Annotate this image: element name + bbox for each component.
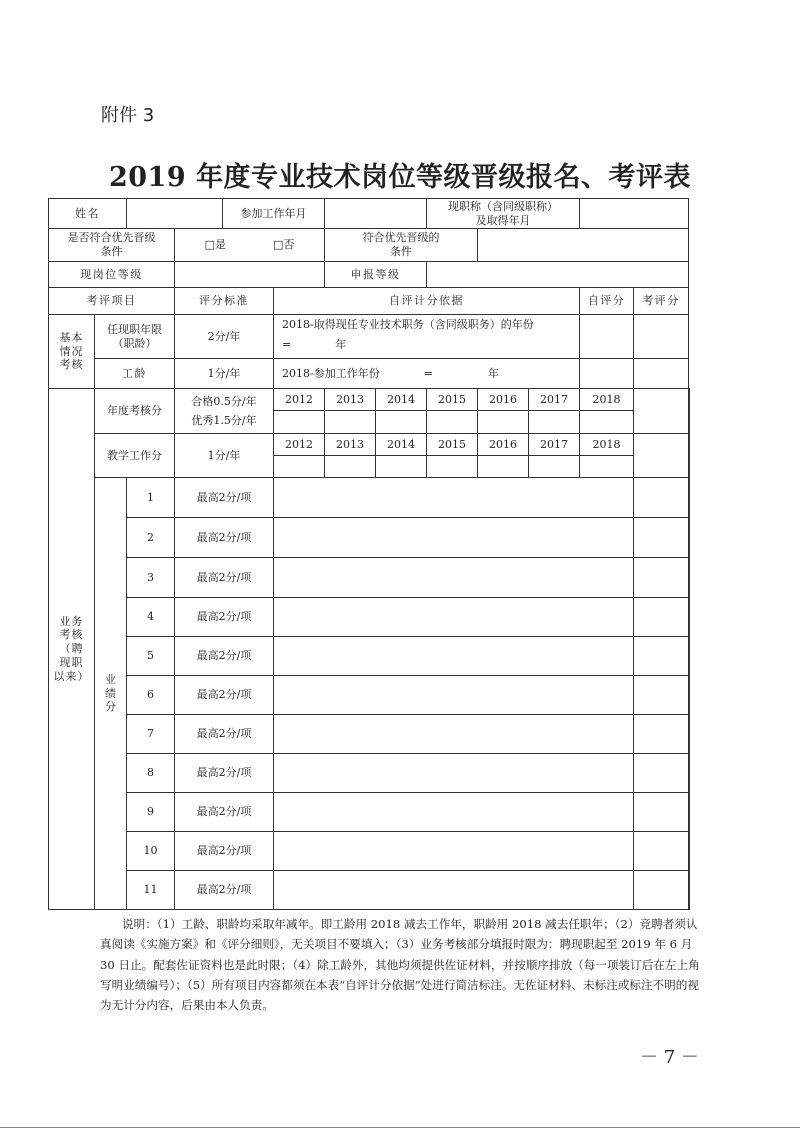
- teaching-cell[interactable]: [427, 456, 478, 478]
- teaching-cell[interactable]: [529, 456, 580, 478]
- perf-item-basis[interactable]: [274, 676, 634, 715]
- teaching-self-score[interactable]: [634, 434, 689, 478]
- no-checkbox[interactable]: □否: [273, 238, 295, 252]
- tenure-label: 任现职年限 （职龄）: [95, 315, 175, 359]
- perf-item-basis[interactable]: [274, 871, 634, 910]
- work-start-label: 参加工作年月: [223, 199, 325, 229]
- perf-item-standard: 最高2分/项: [175, 478, 274, 518]
- perf-item-self-score[interactable]: [634, 676, 689, 715]
- teaching-year: 2012: [274, 434, 325, 456]
- perf-item-self-score[interactable]: [634, 598, 689, 637]
- current-title-label: 现职称（含同级职称） 及取得年月: [427, 199, 580, 229]
- perf-item-standard: 最高2分/项: [175, 871, 274, 910]
- tenure-basis-line2: = 年: [282, 337, 347, 351]
- annual-grade-cell[interactable]: [478, 411, 529, 434]
- perf-item-standard: 最高2分/项: [175, 715, 274, 754]
- perf-item-review-score[interactable]: [689, 598, 690, 637]
- perf-item-review-score[interactable]: [689, 518, 690, 558]
- perf-item-review-score[interactable]: [689, 715, 690, 754]
- seniority-basis[interactable]: 2018-参加工作年份 = 年: [274, 359, 580, 389]
- basic-group-label: 基本 情况 考核: [49, 315, 95, 389]
- annual-year: 2017: [529, 389, 580, 411]
- tenure-self-score[interactable]: [580, 315, 634, 359]
- perf-item-no: 6: [127, 676, 175, 715]
- perf-item-self-score[interactable]: [634, 871, 689, 910]
- teaching-year: 2017: [529, 434, 580, 456]
- teaching-year: 2013: [325, 434, 376, 456]
- perf-item-standard: 最高2分/项: [175, 558, 274, 598]
- current-grade-field[interactable]: [175, 262, 325, 288]
- perf-item-review-score[interactable]: [689, 793, 690, 832]
- teaching-year: 2016: [478, 434, 529, 456]
- perf-item-review-score[interactable]: [689, 637, 690, 676]
- tenure-standard: 2分/年: [175, 315, 274, 359]
- apply-grade-field[interactable]: [427, 262, 689, 288]
- perf-item-self-score[interactable]: [634, 518, 689, 558]
- teaching-cell[interactable]: [478, 456, 529, 478]
- perf-item-self-score[interactable]: [634, 637, 689, 676]
- page-number: － 7 －: [640, 1047, 699, 1068]
- col-self-score: 自评分: [580, 288, 634, 315]
- perf-item-no: 7: [127, 715, 175, 754]
- bottom-divider: [0, 1127, 800, 1128]
- perf-item-basis[interactable]: [274, 598, 634, 637]
- tenure-basis-line1: 2018-取得现任专业技术职务（含同级职务）的年份: [282, 318, 534, 331]
- perf-item-no: 8: [127, 754, 175, 793]
- name-label: 姓名: [49, 199, 127, 229]
- teaching-year: 2014: [376, 434, 427, 456]
- priority-condition-label: 符合优先晋级的 条件: [325, 229, 478, 262]
- teaching-cell[interactable]: [325, 456, 376, 478]
- col-basis: 自评计分依据: [274, 288, 580, 315]
- annual-grade-cell[interactable]: [427, 411, 478, 434]
- perf-item-basis[interactable]: [274, 637, 634, 676]
- yes-checkbox[interactable]: □是: [204, 238, 226, 252]
- perf-item-standard: 最高2分/项: [175, 637, 274, 676]
- annual-standard: [175, 389, 274, 434]
- tenure-review-score[interactable]: [634, 315, 689, 359]
- perf-item-basis[interactable]: [274, 518, 634, 558]
- annual-grade-cell[interactable]: [376, 411, 427, 434]
- perf-item-basis[interactable]: [274, 793, 634, 832]
- attachment-label: 附件 3: [101, 105, 155, 126]
- teaching-year: 2018: [580, 434, 634, 456]
- perf-item-standard: 最高2分/项: [175, 598, 274, 637]
- perf-item-no: 11: [127, 871, 175, 910]
- teaching-cell[interactable]: [274, 456, 325, 478]
- teaching-cell[interactable]: [376, 456, 427, 478]
- perf-item-standard: 最高2分/项: [175, 793, 274, 832]
- seniority-review-score[interactable]: [634, 359, 689, 389]
- perf-item-review-score[interactable]: [689, 832, 690, 871]
- evaluation-form-table: [48, 198, 690, 910]
- annual-year: 2015: [427, 389, 478, 411]
- seniority-label: 工龄: [95, 359, 175, 389]
- perf-item-standard: 最高2分/项: [175, 518, 274, 558]
- perf-item-review-score[interactable]: [689, 478, 690, 518]
- perf-item-self-score[interactable]: [634, 715, 689, 754]
- annual-year: 2016: [478, 389, 529, 411]
- perf-item-self-score[interactable]: [634, 754, 689, 793]
- annual-standard-excellent: 优秀1.5分/年: [191, 413, 257, 427]
- perf-item-basis[interactable]: [274, 715, 634, 754]
- apply-grade-label: 申报等级: [325, 262, 427, 288]
- annual-grade-cell[interactable]: [580, 411, 634, 434]
- perf-item-review-score[interactable]: [689, 754, 690, 793]
- perf-item-self-score[interactable]: [634, 793, 689, 832]
- perf-group-label: 业 绩 分: [95, 478, 127, 910]
- perf-item-standard: 最高2分/项: [175, 676, 274, 715]
- form-title: 2019 年度专业技术岗位等级晋级报名、考评表: [108, 162, 692, 193]
- annual-standard-pass: 合格0.5分/年: [191, 394, 257, 408]
- annual-grade-cell[interactable]: [325, 411, 376, 434]
- perf-item-no: 3: [127, 558, 175, 598]
- perf-item-self-score[interactable]: [634, 478, 689, 518]
- annual-year: 2018: [580, 389, 634, 411]
- teaching-year: 2015: [427, 434, 478, 456]
- perf-item-standard: 最高2分/项: [175, 754, 274, 793]
- instructions-note: 说明：（1）工龄、职龄均采取年减年。即工龄用 2018 减去工作年，职龄用 2018 减去任职年；（2）竞聘者须认真阅读《实施方案》和《评分细则》，无关项目不要填入；（3）业务考核部分填报时限为：聘现职起至 2019 年 6 月 30 日止。配套佐证资料也是此时限；（4）除工龄外，其他均须提供佐证材料，并按顺序排放（每一项装订后在左上角写明业绩编号）；（5）所有项目内容都须在本表“自评计分依据”处进行简洁标注。无佐证材料、未标注或标注不明的视为无计分内容，后果由本人负责。: [100, 917, 700, 1013]
- perf-item-self-score[interactable]: [634, 832, 689, 871]
- annual-grade-cell[interactable]: [274, 411, 325, 434]
- teaching-standard: 1分/年: [175, 434, 274, 478]
- teaching-cell[interactable]: [580, 456, 634, 478]
- perf-item-no: 2: [127, 518, 175, 558]
- perf-item-no: 1: [127, 478, 175, 518]
- perf-item-self-score[interactable]: [634, 558, 689, 598]
- annual-self-score[interactable]: [634, 389, 689, 434]
- perf-item-basis[interactable]: [274, 832, 634, 871]
- perf-item-no: 4: [127, 598, 175, 637]
- col-review-score: 考评分: [634, 288, 689, 315]
- perf-item-review-score[interactable]: [689, 558, 690, 598]
- business-group-label: 业务 考核 （聘 现职 以来）: [49, 389, 95, 910]
- perf-item-basis[interactable]: [274, 754, 634, 793]
- perf-item-no: 5: [127, 637, 175, 676]
- annual-year: 2013: [325, 389, 376, 411]
- tenure-basis[interactable]: [274, 315, 580, 359]
- col-item: 考评项目: [49, 288, 175, 315]
- perf-item-basis[interactable]: [274, 478, 634, 518]
- perf-item-standard: 最高2分/项: [175, 832, 274, 871]
- current-grade-label: 现岗位等级: [49, 262, 175, 288]
- annual-grade-cell[interactable]: [529, 411, 580, 434]
- perf-item-review-score[interactable]: [689, 871, 690, 910]
- annual-label: 年度考核分: [95, 389, 175, 434]
- perf-item-basis[interactable]: [274, 558, 634, 598]
- priority-condition-field[interactable]: [478, 229, 689, 262]
- perf-item-review-score[interactable]: [689, 676, 690, 715]
- annual-year: 2012: [274, 389, 325, 411]
- perf-item-no: 10: [127, 832, 175, 871]
- perf-item-no: 9: [127, 793, 175, 832]
- priority-options: [175, 229, 325, 262]
- seniority-self-score[interactable]: [580, 359, 634, 389]
- annual-year: 2014: [376, 389, 427, 411]
- name-field[interactable]: [127, 199, 223, 229]
- annual-review-score[interactable]: [689, 389, 690, 434]
- seniority-standard: 1分/年: [175, 359, 274, 389]
- teaching-review-score[interactable]: [689, 434, 690, 478]
- current-title-field[interactable]: [580, 199, 689, 229]
- priority-label: 是否符合优先晋级 条件: [49, 229, 175, 262]
- work-start-field[interactable]: [325, 199, 427, 229]
- col-standard: 评分标准: [175, 288, 274, 315]
- teaching-label: 教学工作分: [95, 434, 175, 478]
